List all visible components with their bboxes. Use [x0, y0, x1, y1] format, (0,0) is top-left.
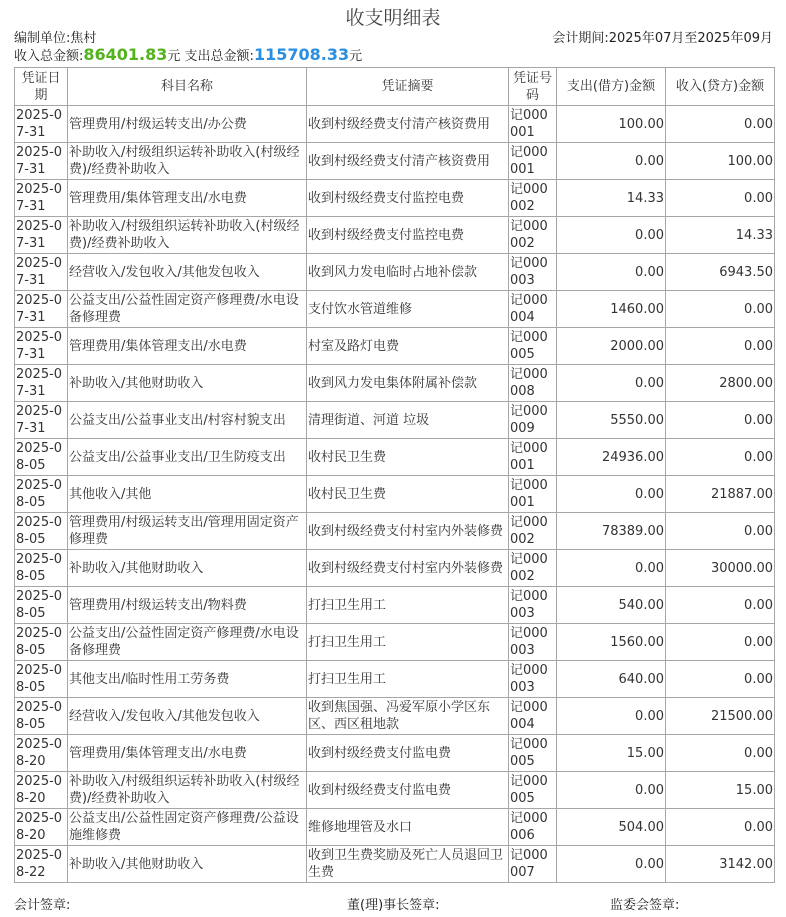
cell-summary: 清理街道、河道 垃圾 [307, 402, 509, 439]
cell-date: 2025-08-05 [15, 550, 68, 587]
cell-summary: 村室及路灯电费 [307, 328, 509, 365]
income-total-value: 86401.83 [83, 45, 168, 64]
expense-total-value: 115708.33 [253, 45, 350, 64]
cell-debit: 0.00 [557, 846, 666, 883]
cell-credit: 0.00 [666, 513, 775, 550]
table-row [15, 624, 775, 661]
col-header-credit: 收入(贷方)金额 [666, 68, 775, 106]
cell-voucher: 记000003 [509, 254, 557, 291]
cell-debit: 0.00 [557, 143, 666, 180]
cell-credit: 0.00 [666, 809, 775, 846]
table-row [15, 735, 775, 772]
cell-debit: 1560.00 [557, 624, 666, 661]
cell-summary: 收到村级经费支付监电费 [307, 772, 509, 809]
cell-debit: 504.00 [557, 809, 666, 846]
table-header-row [15, 68, 775, 106]
cell-voucher: 记000003 [509, 661, 557, 698]
cell-summary: 收到焦国强、冯爱军原小学区东区、西区租地款 [307, 698, 509, 735]
cell-voucher: 记000002 [509, 180, 557, 217]
cell-debit: 0.00 [557, 217, 666, 254]
cell-subject: 管理费用/村级运转支出/管理用固定资产修理费 [68, 513, 307, 550]
cell-credit: 15.00 [666, 772, 775, 809]
cell-voucher: 记000002 [509, 513, 557, 550]
cell-summary: 打扫卫生用工 [307, 661, 509, 698]
cell-voucher: 记000001 [509, 106, 557, 143]
cell-debit: 2000.00 [557, 328, 666, 365]
cell-voucher: 记000003 [509, 624, 557, 661]
cell-debit: 0.00 [557, 698, 666, 735]
cell-date: 2025-07-31 [15, 291, 68, 328]
cell-subject: 其他收入/其他 [68, 476, 307, 513]
cell-summary: 收到风力发电临时占地补偿款 [307, 254, 509, 291]
cell-voucher: 记000002 [509, 550, 557, 587]
cell-credit: 100.00 [666, 143, 775, 180]
cell-summary: 收到村级经费支付监控电费 [307, 217, 509, 254]
table-row [15, 328, 775, 365]
table-row [15, 846, 775, 883]
income-total-label: 收入总金额: [14, 49, 84, 64]
cell-date: 2025-07-31 [15, 106, 68, 143]
cell-date: 2025-08-05 [15, 513, 68, 550]
cell-voucher: 记000005 [509, 735, 557, 772]
cell-voucher: 记000008 [509, 365, 557, 402]
cell-credit: 30000.00 [666, 550, 775, 587]
table-row [15, 513, 775, 550]
cell-summary: 收到村级经费支付清产核资费用 [307, 106, 509, 143]
unit-label: 编制单位:焦村 [14, 31, 97, 46]
ledger-table [14, 67, 775, 883]
table-row [15, 587, 775, 624]
cell-voucher: 记000001 [509, 439, 557, 476]
cell-voucher: 记000009 [509, 402, 557, 439]
cell-summary: 收到风力发电集体附属补偿款 [307, 365, 509, 402]
cell-voucher: 记000002 [509, 217, 557, 254]
cell-subject: 公益支出/公益事业支出/卫生防疫支出 [68, 439, 307, 476]
cell-debit: 14.33 [557, 180, 666, 217]
cell-credit: 0.00 [666, 328, 775, 365]
cell-voucher: 记000004 [509, 698, 557, 735]
cell-date: 2025-08-05 [15, 587, 68, 624]
col-header-date: 凭证日期 [15, 68, 68, 106]
cell-subject: 公益支出/公益事业支出/村容村貌支出 [68, 402, 307, 439]
cell-voucher: 记000007 [509, 846, 557, 883]
table-row [15, 106, 775, 143]
cell-debit: 15.00 [557, 735, 666, 772]
cell-subject: 补助收入/村级组织运转补助收入(村级经费)/经费补助收入 [68, 217, 307, 254]
cell-credit: 0.00 [666, 291, 775, 328]
table-row [15, 291, 775, 328]
cell-credit: 2800.00 [666, 365, 775, 402]
cell-credit: 14.33 [666, 217, 775, 254]
cell-credit: 0.00 [666, 587, 775, 624]
cell-credit: 0.00 [666, 624, 775, 661]
cell-subject: 公益支出/公益性固定资产修理费/水电设备修理费 [68, 624, 307, 661]
cell-credit: 0.00 [666, 661, 775, 698]
cell-date: 2025-08-05 [15, 661, 68, 698]
cell-subject: 补助收入/其他财助收入 [68, 846, 307, 883]
table-row [15, 476, 775, 513]
cell-summary: 收到村级经费支付监电费 [307, 735, 509, 772]
cell-summary: 收到村级经费支付村室内外装修费 [307, 513, 509, 550]
table-row [15, 809, 775, 846]
expense-total-suffix: 元 [349, 49, 363, 64]
table-row [15, 550, 775, 587]
cell-subject: 管理费用/集体管理支出/水电费 [68, 180, 307, 217]
cell-date: 2025-08-05 [15, 439, 68, 476]
accountant-signature: 会计签章: [14, 898, 71, 913]
cell-voucher: 记000005 [509, 328, 557, 365]
cell-summary: 支付饮水管道维修 [307, 291, 509, 328]
cell-credit: 0.00 [666, 106, 775, 143]
cell-summary: 打扫卫生用工 [307, 624, 509, 661]
cell-credit: 0.00 [666, 402, 775, 439]
cell-debit: 0.00 [557, 550, 666, 587]
col-header-debit: 支出(借方)金额 [557, 68, 666, 106]
director-signature: 董(理)事长签章: [347, 898, 440, 913]
income-total-suffix: 元 [167, 49, 185, 64]
cell-credit: 21887.00 [666, 476, 775, 513]
table-row [15, 365, 775, 402]
cell-credit: 0.00 [666, 735, 775, 772]
cell-summary: 收村民卫生费 [307, 439, 509, 476]
col-header-subject: 科目名称 [68, 68, 307, 106]
cell-debit: 78389.00 [557, 513, 666, 550]
cell-debit: 0.00 [557, 476, 666, 513]
cell-date: 2025-07-31 [15, 143, 68, 180]
table-row [15, 772, 775, 809]
cell-credit: 0.00 [666, 439, 775, 476]
table-row [15, 402, 775, 439]
table-row [15, 143, 775, 180]
cell-date: 2025-07-31 [15, 365, 68, 402]
cell-date: 2025-08-20 [15, 772, 68, 809]
cell-credit: 3142.00 [666, 846, 775, 883]
cell-subject: 其他支出/临时性用工劳务费 [68, 661, 307, 698]
cell-subject: 补助收入/村级组织运转补助收入(村级经费)/经费补助收入 [68, 143, 307, 180]
cell-subject: 补助收入/村级组织运转补助收入(村级经费)/经费补助收入 [68, 772, 307, 809]
cell-summary: 收村民卫生费 [307, 476, 509, 513]
cell-summary: 打扫卫生用工 [307, 587, 509, 624]
cell-date: 2025-08-20 [15, 809, 68, 846]
cell-debit: 24936.00 [557, 439, 666, 476]
cell-credit: 0.00 [666, 180, 775, 217]
cell-subject: 管理费用/集体管理支出/水电费 [68, 735, 307, 772]
cell-date: 2025-07-31 [15, 180, 68, 217]
cell-subject: 经营收入/发包收入/其他发包收入 [68, 254, 307, 291]
cell-date: 2025-08-22 [15, 846, 68, 883]
cell-debit: 1460.00 [557, 291, 666, 328]
cell-debit: 0.00 [557, 254, 666, 291]
cell-debit: 0.00 [557, 365, 666, 402]
col-header-summary: 凭证摘要 [307, 68, 509, 106]
table-row [15, 439, 775, 476]
supervisor-signature: 监委会签章: [610, 898, 680, 913]
cell-summary: 维修地埋管及水口 [307, 809, 509, 846]
cell-subject: 补助收入/其他财助收入 [68, 550, 307, 587]
cell-voucher: 记000001 [509, 476, 557, 513]
cell-subject: 管理费用/集体管理支出/水电费 [68, 328, 307, 365]
cell-debit: 640.00 [557, 661, 666, 698]
cell-summary: 收到村级经费支付清产核资费用 [307, 143, 509, 180]
expense-total-label: 支出总金额: [184, 49, 254, 64]
cell-date: 2025-08-05 [15, 624, 68, 661]
cell-subject: 公益支出/公益性固定资产修理费/水电设备修理费 [68, 291, 307, 328]
cell-date: 2025-07-31 [15, 402, 68, 439]
cell-date: 2025-07-31 [15, 217, 68, 254]
cell-subject: 管理费用/村级运转支出/物料费 [68, 587, 307, 624]
totals-line [14, 45, 362, 64]
cell-debit: 540.00 [557, 587, 666, 624]
table-row [15, 180, 775, 217]
cell-date: 2025-08-20 [15, 735, 68, 772]
cell-voucher: 记000005 [509, 772, 557, 809]
table-row [15, 698, 775, 735]
cell-debit: 5550.00 [557, 402, 666, 439]
cell-credit: 6943.50 [666, 254, 775, 291]
cell-subject: 公益支出/公益性固定资产修理费/公益设施维修费 [68, 809, 307, 846]
cell-date: 2025-07-31 [15, 254, 68, 291]
cell-subject: 管理费用/村级运转支出/办公费 [68, 106, 307, 143]
cell-summary: 收到村级经费支付监控电费 [307, 180, 509, 217]
cell-summary: 收到卫生费奖励及死亡人员退回卫生费 [307, 846, 509, 883]
cell-summary: 收到村级经费支付村室内外装修费 [307, 550, 509, 587]
table-row [15, 254, 775, 291]
cell-debit: 100.00 [557, 106, 666, 143]
col-header-voucher: 凭证号码 [509, 68, 557, 106]
cell-date: 2025-07-31 [15, 328, 68, 365]
table-row [15, 217, 775, 254]
cell-voucher: 记000004 [509, 291, 557, 328]
table-row [15, 661, 775, 698]
cell-credit: 21500.00 [666, 698, 775, 735]
cell-date: 2025-08-05 [15, 476, 68, 513]
page-title: 收支明细表 [345, 7, 441, 29]
cell-subject: 补助收入/其他财助收入 [68, 365, 307, 402]
cell-voucher: 记000003 [509, 587, 557, 624]
cell-subject: 经营收入/发包收入/其他发包收入 [68, 698, 307, 735]
period-label: 会计期间:2025年07月至2025年09月 [552, 31, 773, 46]
cell-date: 2025-08-05 [15, 698, 68, 735]
cell-voucher: 记000006 [509, 809, 557, 846]
cell-debit: 0.00 [557, 772, 666, 809]
cell-voucher: 记000001 [509, 143, 557, 180]
